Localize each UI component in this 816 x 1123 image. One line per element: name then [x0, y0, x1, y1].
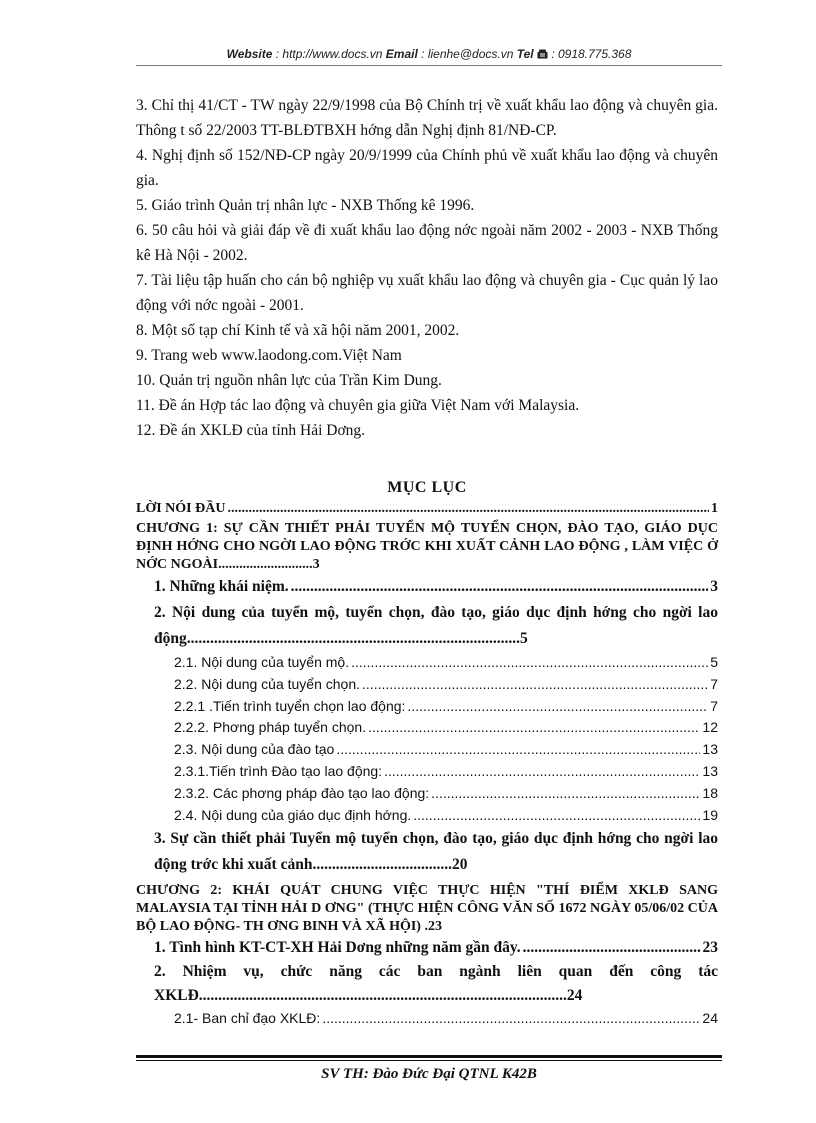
toc-entry-text: 2.1- Ban chỉ đạo XKLĐ:: [174, 1010, 321, 1027]
footer-divider: [136, 1055, 722, 1058]
page-header: [136, 47, 722, 61]
toc-entry-page: 23: [702, 939, 718, 957]
phone-icon: [537, 47, 551, 61]
toc-entry-text: 2. Nhiệm vụ, chức năng các ban ngành liên quan đến công tác XKLĐ.: [154, 963, 718, 1005]
toc-leader: [291, 574, 709, 600]
toc-title: MỤC LỤC: [387, 479, 467, 496]
reference-item: 6. 50 câu hỏi và giải đáp về đi xuất khẩu lao động nớc ngoài năm 2002 - 2003 - NXB Thống kê Hà Nội - 2002.: [136, 222, 718, 264]
reference-item: 7. Tài liệu tập huấn cho cán bộ nghiệp vụ xuất khẩu lao động và chuyên gia - Cục quản lý lao động với nớc ngoài - 2001.: [136, 272, 718, 314]
toc-entry[interactable]: [136, 520, 718, 574]
toc-entry-page: 18: [702, 784, 718, 801]
reference-item: 4. Nghị định số 152/NĐ-CP ngày 20/9/1999 của Chính phủ về xuất khẩu lao động và chuyên gia.: [136, 147, 718, 189]
tel-label: Tel: [516, 47, 534, 61]
reference-item: 10. Quản trị nguồn nhân lực của Trần Kim Dung.: [136, 372, 442, 389]
toc-entry[interactable]: [136, 936, 718, 960]
toc-entry-page: 7: [710, 697, 718, 714]
toc-entry-text: 3. Sự cần thiết phải Tuyển mộ tuyển chọn, đào tạo, giáo dục định hớng cho ngời lao động trớc khi xuất cảnh: [154, 830, 718, 874]
toc-entry-page: 13: [702, 741, 718, 758]
toc-entry-page: 23: [427, 919, 442, 935]
toc-leader: ......................................................................................: [186, 630, 520, 647]
toc-entry-text: CHƯƠNG 1: SỰ CẦN THIẾT PHẢI TUYỂN MỘ TUYỂN CHỌN, ĐÀO TẠO, GIÁO DỤC ĐỊNH HỚNG CHO NGỜI LAO ĐỘNG TRỚC KHI XUẤT CẢNH LAO ĐỘNG , LÀM VIỆC Ở NỚC NGOÀI: [136, 521, 718, 572]
toc-entry-page: 7: [710, 675, 718, 692]
toc-entry[interactable]: [136, 652, 718, 674]
toc-entry[interactable]: [136, 761, 718, 783]
toc-entry-page: 5: [710, 654, 718, 670]
toc-entry-page: 13: [702, 762, 718, 779]
header-divider: [136, 65, 722, 66]
toc-leader: .: [420, 919, 428, 935]
toc-entry[interactable]: [136, 826, 718, 878]
toc-leader: [322, 1008, 700, 1030]
toc-entry-page: 20: [451, 856, 468, 874]
toc-entry-page: 19: [702, 806, 718, 823]
toc-entry-text: 1. Những khái niệm.: [154, 578, 289, 595]
toc-entry[interactable]: [136, 882, 718, 936]
toc-leader: [351, 652, 708, 674]
toc-entry[interactable]: [136, 960, 718, 1008]
toc-entry[interactable]: [136, 574, 718, 600]
toc-leader: [431, 783, 700, 805]
toc-entry[interactable]: [136, 674, 718, 696]
toc-entry-text: 2.3. Nội dung của đào tạo: [174, 741, 335, 758]
toc-leader: ...........................: [218, 557, 313, 572]
toc-leader: [384, 761, 700, 783]
toc-entry[interactable]: [136, 739, 718, 761]
toc-entry-text: LỜI NÓI ĐẦU: [136, 501, 226, 516]
toc-entry[interactable]: [136, 500, 718, 518]
toc-entry-text: 2.2.2. Phơng pháp tuyển chọn.: [174, 719, 367, 736]
toc-entry[interactable]: [136, 783, 718, 805]
reference-item: 9. Trang web www.laodong.com.Việt Nam: [136, 347, 402, 364]
toc-entry[interactable]: [136, 1008, 718, 1030]
toc-leader: [523, 936, 701, 960]
toc-entry[interactable]: [136, 717, 718, 739]
toc-entry-page: 1: [711, 501, 718, 516]
page-footer: SV TH: Đào Đức Đại QTNL K42B: [321, 1066, 537, 1082]
reference-item: 8. Một số tạp chí Kinh tế và xã hội năm 2001, 2002.: [136, 322, 460, 339]
toc-entry-text: 2.3.2. Các phơng pháp đào tạo lao động:: [174, 784, 430, 801]
toc-entry[interactable]: [136, 805, 718, 827]
reference-item: 11. Đề án Hợp tác lao động và chuyên gia giữa Việt Nam với Malaysia.: [136, 397, 580, 414]
toc-entry-text: 2.2. Nội dung của tuyển chọn.: [174, 675, 361, 692]
toc-entry-page: 12: [702, 719, 718, 736]
toc-entry-page: 5: [520, 630, 528, 647]
toc-entry-text: 2.3.1.Tiến trình Đào tạo lao động:: [174, 762, 383, 779]
toc-leader: [407, 696, 708, 718]
toc-leader: [227, 500, 709, 518]
footer-divider-thin: [136, 1060, 722, 1061]
toc-entry-page: 24: [702, 1010, 718, 1027]
toc-entry-page: 24: [566, 987, 583, 1005]
toc-entry-page: 3: [710, 578, 718, 595]
reference-item: 3. Chỉ thị 41/CT - TW ngày 22/9/1998 của Bộ Chính trị về xuất khẩu lao động và chuyên gia. Thông t số 22/2003 TT-BLĐTBXH hớng dẫn Nghị định 81/NĐ-CP.: [136, 97, 718, 139]
toc-leader: [336, 739, 700, 761]
toc-entry-text: 2.2.1 .Tiến trình tuyển chọn lao động:: [174, 697, 406, 714]
toc-entry-text: 1. Tình hình KT-CT-XH Hải Dơng những năm gần đây.: [154, 939, 521, 957]
toc-leader: ....................................: [312, 856, 452, 874]
tel-value: : 0918.775.368: [551, 47, 632, 61]
toc-leader: [413, 805, 700, 827]
toc-entry-text: CHƯƠNG 2: KHÁI QUÁT CHUNG VIỆC THỰC HIỆN "THÍ ĐIỂM XKLĐ SANG MALAYSIA TẠI TỈNH HẢI D ƠNG" (THỰC HIỆN CÔNG VĂN SỐ 1672 NGÀY 05/06/02 CỦA BỘ LAO ĐỘNG- TH ƠNG BINH VÀ XÃ HỘI): [136, 883, 718, 935]
toc-entry[interactable]: [136, 600, 718, 652]
toc-leader: ..............................................................................................: [202, 987, 567, 1005]
toc-entry-text: 2.4. Nội dung của giáo dục định hớng.: [174, 806, 412, 823]
reference-item: 12. Đề án XKLĐ của tỉnh Hải Dơng.: [136, 422, 366, 439]
email-label: Email: [385, 47, 418, 61]
reference-item: 5. Giáo trình Quản trị nhân lực - NXB Thống kê 1996.: [136, 197, 475, 214]
website-label: Website: [226, 47, 273, 61]
toc-entry-text: 2. Nội dung của tuyển mộ, tuyển chọn, đào tạo, giáo dục định hớng cho ngời lao động: [154, 604, 718, 647]
references-list: [136, 93, 718, 443]
toc-entry-page: 3: [312, 557, 320, 572]
toc-leader: [368, 717, 700, 739]
email-value: : lienhe@docs.vn: [417, 47, 517, 61]
toc-entry[interactable]: [136, 696, 718, 718]
website-value: : http://www.docs.vn: [272, 47, 386, 61]
toc-entry-text: 2.1. Nội dung của tuyển mộ.: [174, 654, 350, 670]
toc-leader: [362, 674, 708, 696]
table-of-contents: [136, 500, 718, 1030]
